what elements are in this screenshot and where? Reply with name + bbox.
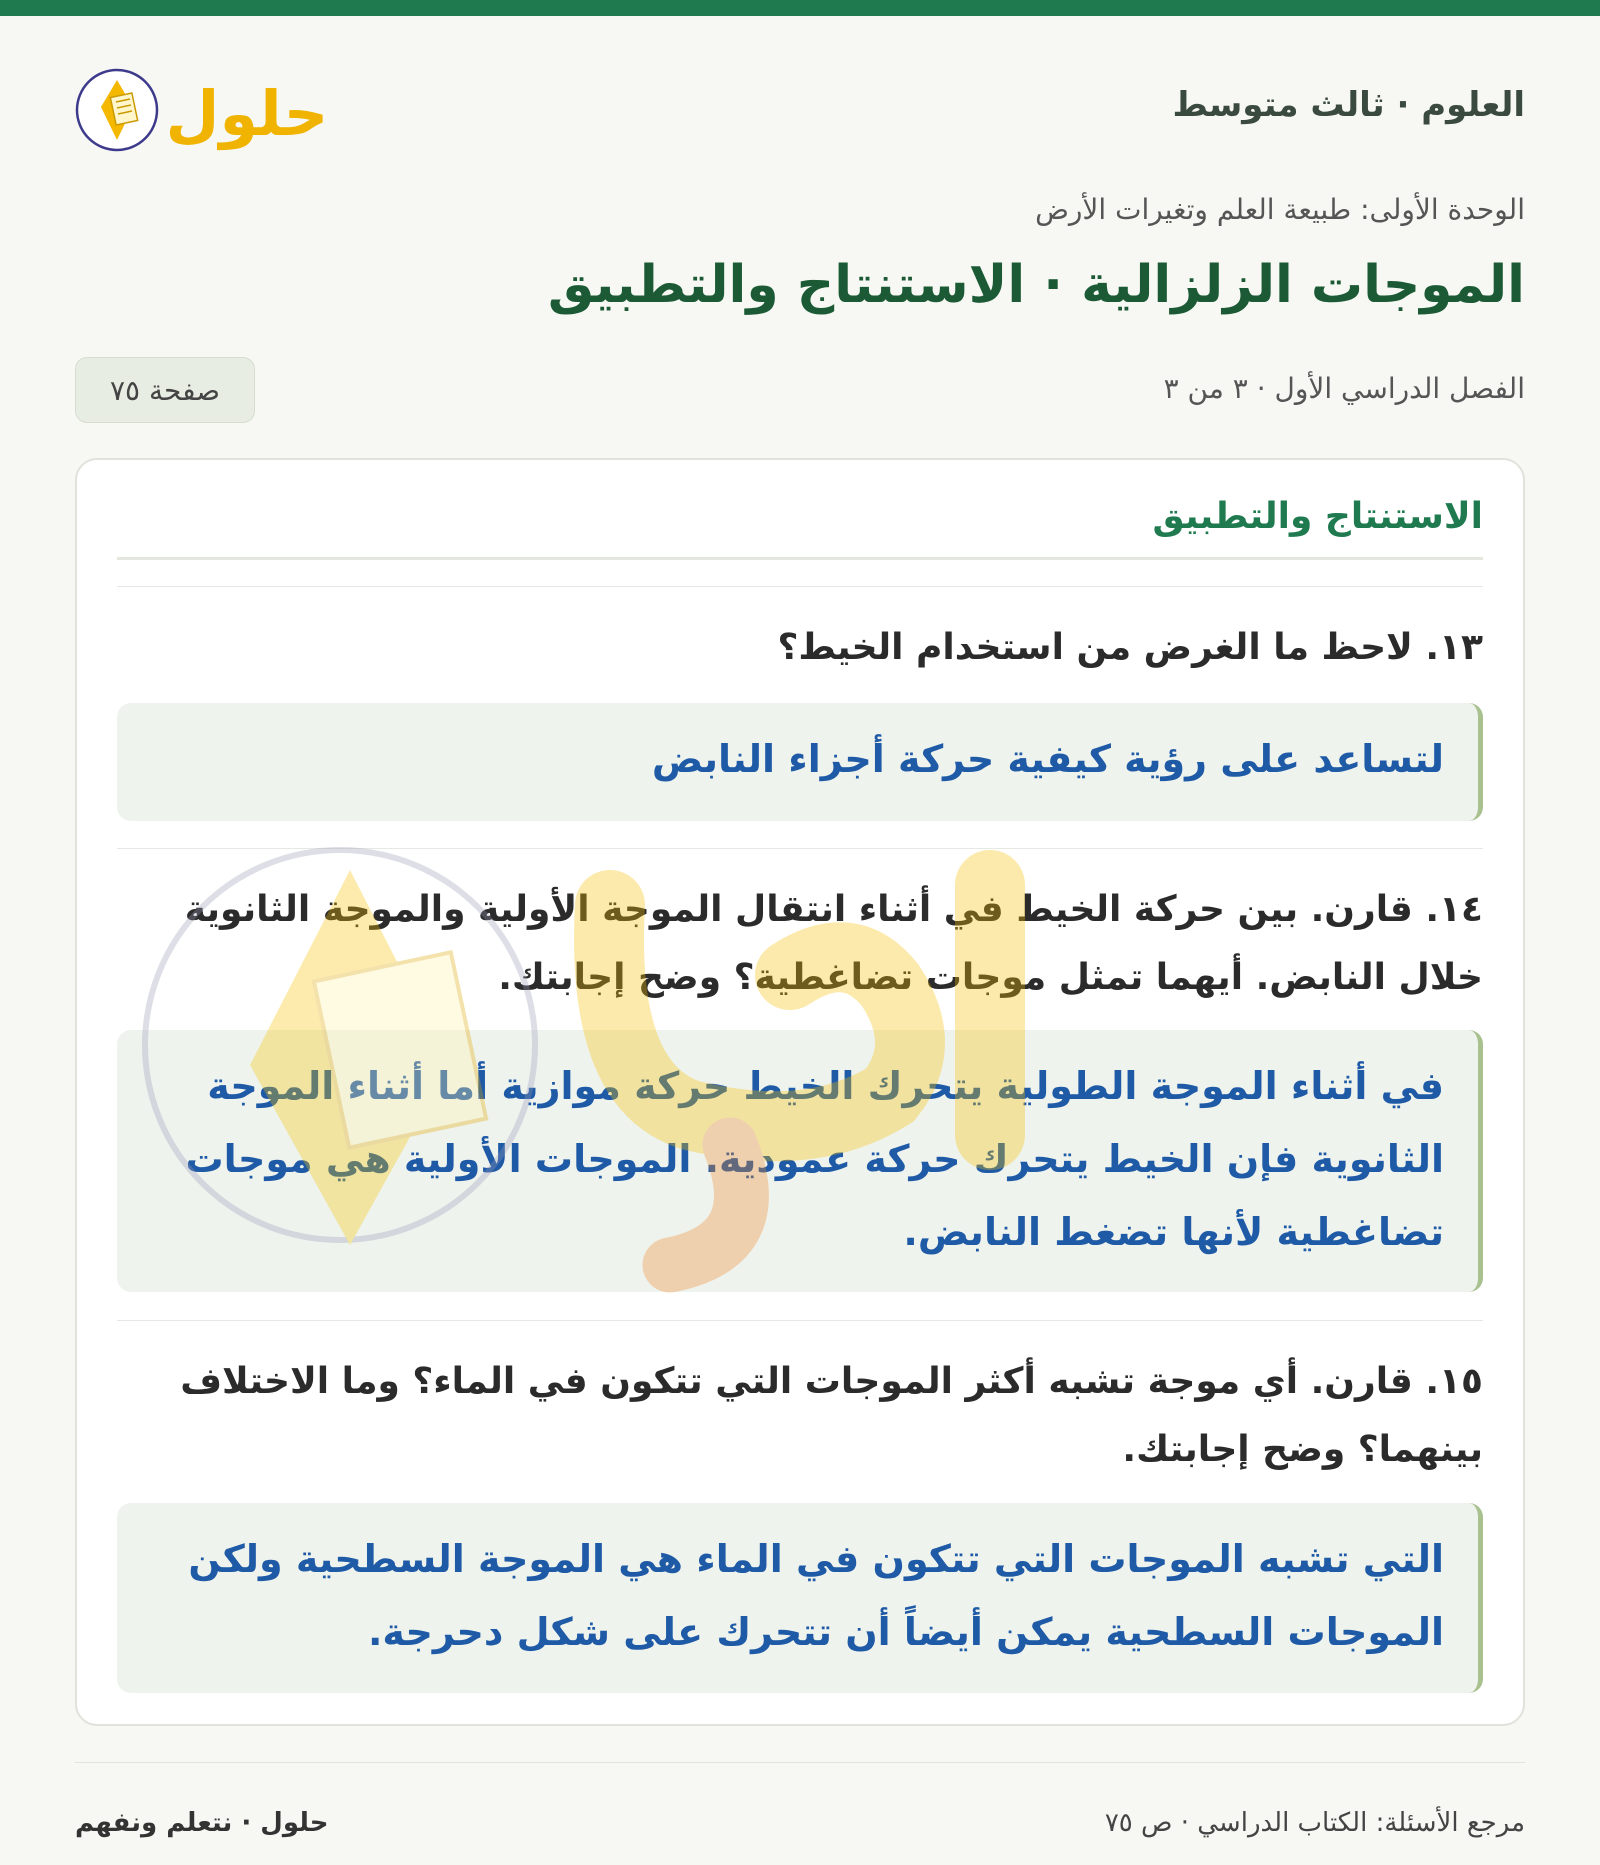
subject-label: العلوم · ثالث متوسط bbox=[1172, 85, 1525, 125]
section-divider bbox=[117, 557, 1483, 560]
divider bbox=[117, 848, 1483, 849]
content-card bbox=[75, 458, 1525, 1726]
footer-divider bbox=[75, 1762, 1525, 1763]
semester-meta: الفصل الدراسي الأول · ٣ من ٣ bbox=[1163, 372, 1525, 405]
logo-wordmark: حلول bbox=[165, 77, 329, 150]
top-accent-bar bbox=[0, 0, 1600, 16]
question-14: ١٤. قارن. بين حركة الخيط في أثناء انتقال الموجة الأولية والموجة الثانوية خلال النابض. أيهما تمثل موجات تضاغطية؟ وضح إجابتك. bbox=[184, 889, 1483, 998]
footer-reference: مرجع الأسئلة: الكتاب الدراسي · ص ٧٥ bbox=[1104, 1808, 1525, 1838]
answer-14: في أثناء الموجة الطولية يتحرك الخيط حركة موازية أما أثناء الموجة الثانوية فإن الخيط يتحرك حركة عمودية. الموجات الأولية هي موجات تضاغطية لأنها تضغط النابض. bbox=[117, 1030, 1483, 1292]
page-number-badge: صفحة ٧٥ bbox=[75, 357, 255, 423]
footer-brand: حلول · نتعلم ونفهم bbox=[75, 1808, 329, 1838]
unit-label: الوحدة الأولى: طبيعة العلم وتغيرات الأرض bbox=[1035, 193, 1525, 226]
answer-13: لتساعد على رؤية كيفية حركة أجزاء النابض bbox=[117, 703, 1483, 821]
hulul-logo[interactable] bbox=[75, 55, 335, 165]
section-title: الاستنتاج والتطبيق bbox=[1152, 496, 1483, 537]
page-title: الموجات الزلزالية · الاستنتاج والتطبيق bbox=[547, 255, 1525, 315]
question-13: ١٣. لاحظ ما الغرض من استخدام الخيط؟ bbox=[777, 627, 1483, 668]
answer-15: التي تشبه الموجات التي تتكون في الماء هي الموجة السطحية ولكن الموجات السطحية يمكن أيضاً أن تتحرك على شكل دحرجة. bbox=[117, 1503, 1483, 1693]
header bbox=[75, 55, 1525, 165]
question-15: ١٥. قارن. أي موجة تشبه أكثر الموجات التي تتكون في الماء؟ وما الاختلاف بينهما؟ وضح إجابتك. bbox=[180, 1361, 1483, 1470]
divider bbox=[117, 586, 1483, 587]
logo-icon bbox=[75, 55, 335, 165]
divider bbox=[117, 1320, 1483, 1321]
